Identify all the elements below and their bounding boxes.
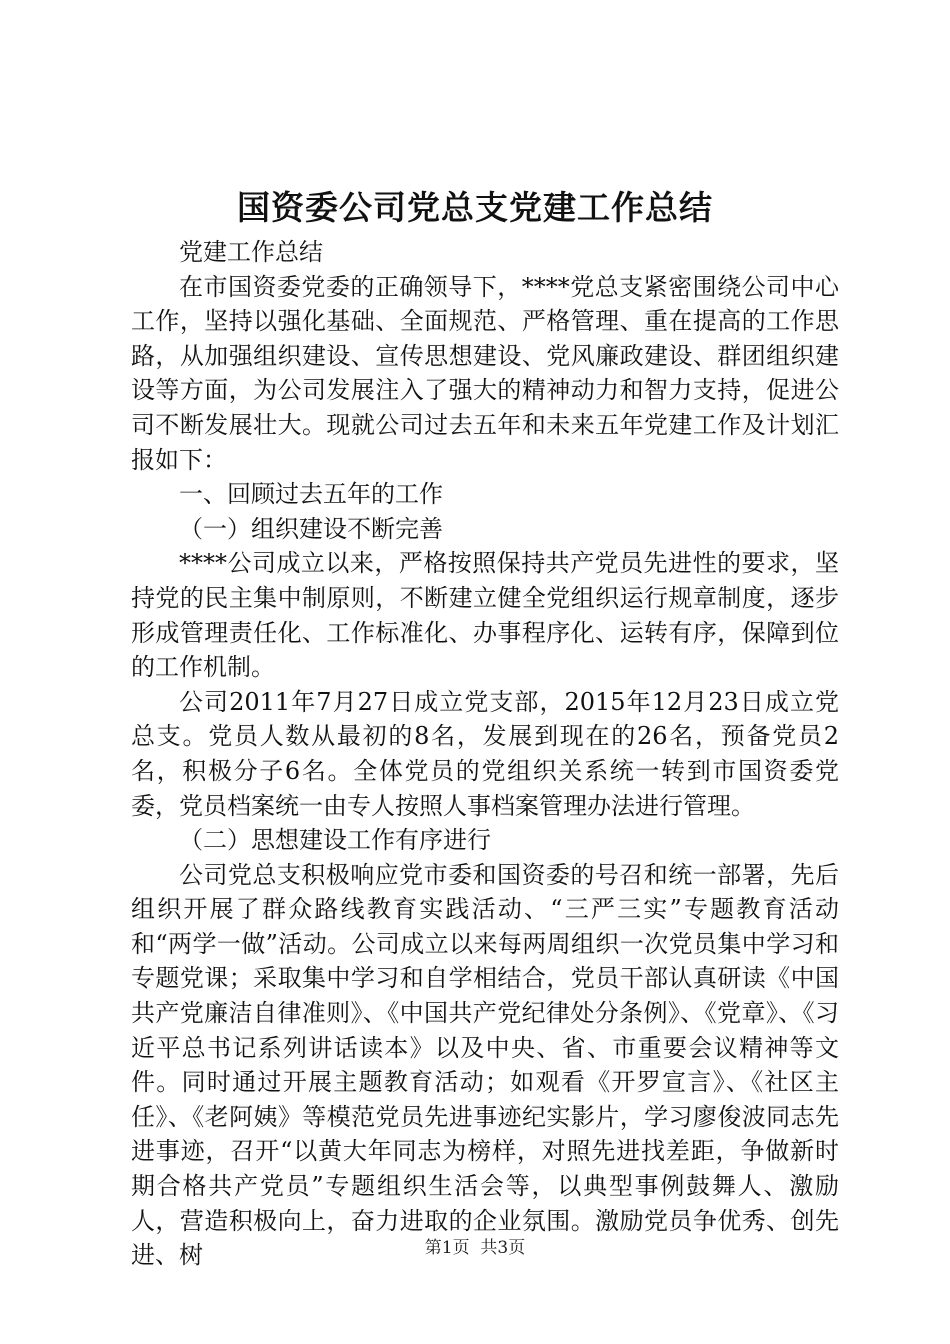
paragraph-organization: ****公司成立以来，严格按照保持共产党员先进性的要求，坚持党的民主集中制原则，不断建立健全党组织运行规章制度，逐步形成管理责任化、工作标准化、办事程序化、运转有序，保障到位的工作机制。 (131, 549, 839, 682)
paragraph-ideology: 公司党总支积极响应党市委和国资委的号召和统一部署，先后组织开展了群众路线教育实践活动、“三严三实”专题教育活动和“两学一做”活动。公司成立以来每两周组织一次党员集中学习和专题党课；采取集中学习和自学相结合，党员干部认真研读《中国共产党廉洁自律准则》、《中国共产党纪律处分条例》、《党章》、《习近平总书记系列讲话读本》以及中央、省、市重要会议精神等文件。同时通过开展主题教育活动；如观看《开罗宣言》、《社区主任》、《老阿姨》等模范党员先进事迹纪实影片，学习廖俊波同志先进事迹，召开“以黄大年同志为榜样，对照先进找差距，争做新时期合格共产党员”专题组织生活会等，以典型事例鼓舞人、激励人，营造积极向上，奋力进取的企业氛围。激励党员争优秀、创先进、树 (131, 860, 839, 1270)
section-heading-review: 一、回顾过去五年的工作 (179, 480, 443, 509)
subsection-heading-organization: （一）组织建设不断完善 (179, 514, 443, 543)
paragraph-subtitle: 党建工作总结 (179, 238, 323, 266)
paragraph-intro: 在市国资委党委的正确领导下，****党总支紧密围绕公司中心工作，坚持以强化基础、全面规范、严格管理、重在提高的工作思路，从加强组织建设、宣传思想建设、党风廉政建设、群团组织建设等方面，为公司发展注入了强大的精神动力和智力支持，促进公司不断发展壮大。现就公司过去五年和未来五年党建工作及计划汇报如下： (131, 272, 839, 474)
page-total: 共3页 (480, 1238, 526, 1258)
paragraph-membership: 公司2011年7月27日成立党支部，2015年12月23日成立党总支。党员人数从最初的8名，发展到现在的26名，预备党员2名，积极分子6名。全体党员的党组织关系统一转到市国资委党委，党员档案统一由专人按照人事档案管理办法进行管理。 (131, 687, 839, 820)
page-footer (0, 1236, 950, 1260)
subsection-heading-ideology: （二）思想建设工作有序进行 (179, 826, 491, 855)
footer-spacer (470, 1238, 481, 1258)
document-title: 国资委公司党总支党建工作总结 (237, 188, 713, 227)
page-number: 第1页 (424, 1238, 470, 1258)
document-body (131, 235, 839, 1273)
